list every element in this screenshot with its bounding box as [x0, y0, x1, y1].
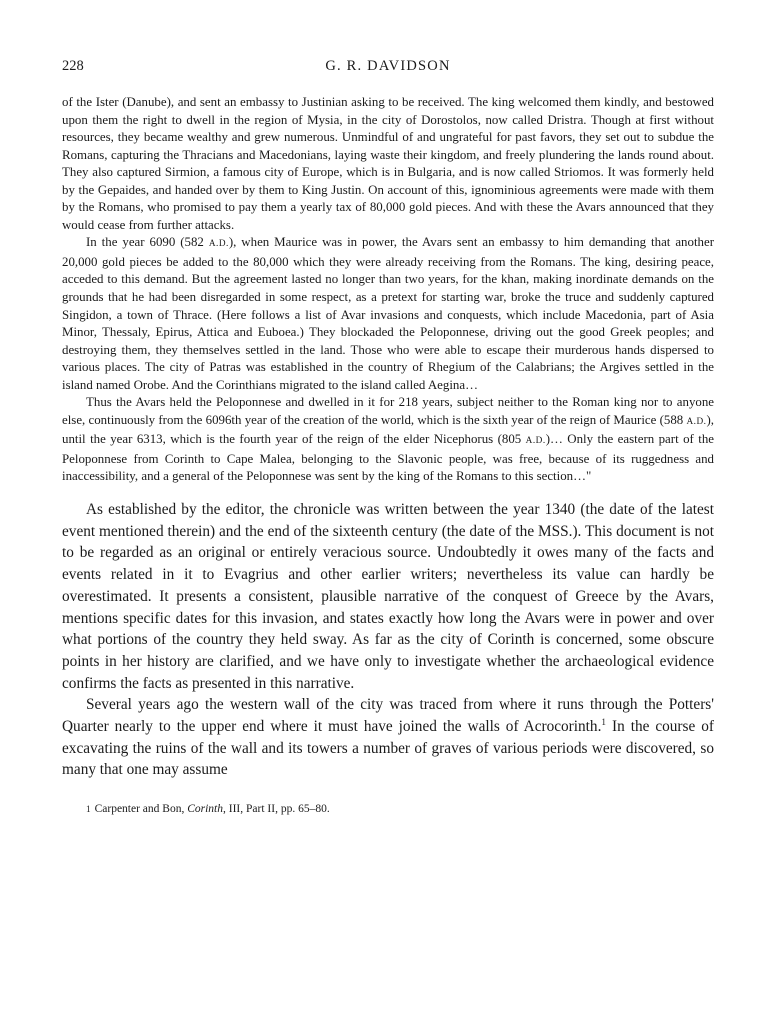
footnote-reference[interactable]: 1	[601, 716, 606, 727]
footnote: $^1$ Carpenter and Bon, Corinth, III, Part II, pp. 65–80.	[86, 803, 330, 816]
page	[62, 58, 714, 817]
page-header	[62, 58, 714, 80]
page-number: 228	[62, 58, 84, 74]
quote-paragraph-1: of the Ister (Danube), and sent an embassy to Justinian asking to be received. The king welcomed them kindly, and bestowed upon them the right to dwell in the region of Mysia, in the city of Dorostolos, now called Dristra. Though at first without resources, they became wealthy and grew numerous. Unmindful of and ungrateful for past favors, they set out to subdue the Romans, capturing the Thracians and Macedonians, laying waste their kingdom, and freely plundering the lands round about. They also captured Sirmion, a famous city of Europe, which is in Bulgaria, and is now called Striomos. It was formerly held by the Gepaides, and handed over by them to King Justin. On account of this, ignominious agreements were made with them by the Romans, who promised to pay them a yearly tax of 80,000 gold pieces. And with these the Avars announced that they would cease from further attacks.	[62, 95, 714, 232]
footnote-mark: 1	[86, 804, 91, 815]
quote-paragraph-2: In the year 6090 (582 A.D.), when Maurice was in power, the Avars sent an embassy to him demanding that another 20,000 gold pieces be added to the 80,000 which they were already receiving from the Romans. The king, desiring peace, acceded to this demand. But the agreement lasted no longer than two years, for the khan, making inordinate demands on the grounds that he had been disregarded in some respect, as a pretext for starting war, broke the truce and suddenly captured Singidon, a town of Thrace. (Here follows a list of Avar invasions and conquests, which include Macedonia, part of Asia Minor, Thessaly, Epirus, Attica and Euboea.) They blockaded the Peloponnese, driving out the good Greek peoples; and destroying them, they themselves settled in the land. Those who were able to escape their murderous hands dispersed to various places. The city of Patras was established in the country of Rhegium of the Calabrians; the Argives settled in the island named Orobe. And the Corinthians migrated to the island called Aegina…	[62, 235, 714, 392]
footnote-title: Corinth	[187, 803, 224, 816]
quote-paragraph-3: Thus the Avars held the Peloponnese and dwelled in it for 218 years, subject neither to the Roman king nor to anyone else, continuously from the 6096th year of the creation of the world, which is the sixth year of the reign of Maurice (588 A.D.), until the year 6313, which is the fourth year of the reign of the elder Nicephorus (805 A.D.)… Only the eastern part of the Peloponnese from Corinth to Cape Malea, belonging to the Slavonic people, was free, because of its ruggedness and inaccessibility, and a general of the Peloponnese was sent by the king of the Romans to this section…"	[62, 395, 714, 484]
body-paragraph-2: Several years ago the western wall of the city was traced from where it runs through the Potters' Quarter nearly to the upper end where it must have joined the walls of Acrocorinth.$^1$ In the course of excavating the ruins of the wall and its towers a number of graves of various periods were discovered, so many that one may assume	[62, 696, 714, 779]
running-head: G. R. DAVIDSON	[325, 58, 451, 74]
quoted-chronicle	[62, 94, 714, 486]
body-paragraph-1: As established by the editor, the chronicle was written between the year 1340 (the date of the latest event mentioned therein) and the end of the sixteenth century (the date of the MSS.). This document is not to be regarded as an original or entirely veracious source. Undoubtedly it owes many of the facts and events related in it to Evagrius and other earlier writers; nevertheless its value can hardly be overestimated. It presents a consistent, plausible narrative of the conquest of Greece by the Avars, mentions specific dates for this invasion, and states exactly how long the Avars were in power and over what portions of the country they held sway. As far as the city of Corinth is concerned, some obscure points in her history are clarified, and we have only to investigate whether the archaeological evidence confirms the facts as presented in this narrative.	[62, 501, 714, 692]
main-text	[62, 499, 714, 781]
